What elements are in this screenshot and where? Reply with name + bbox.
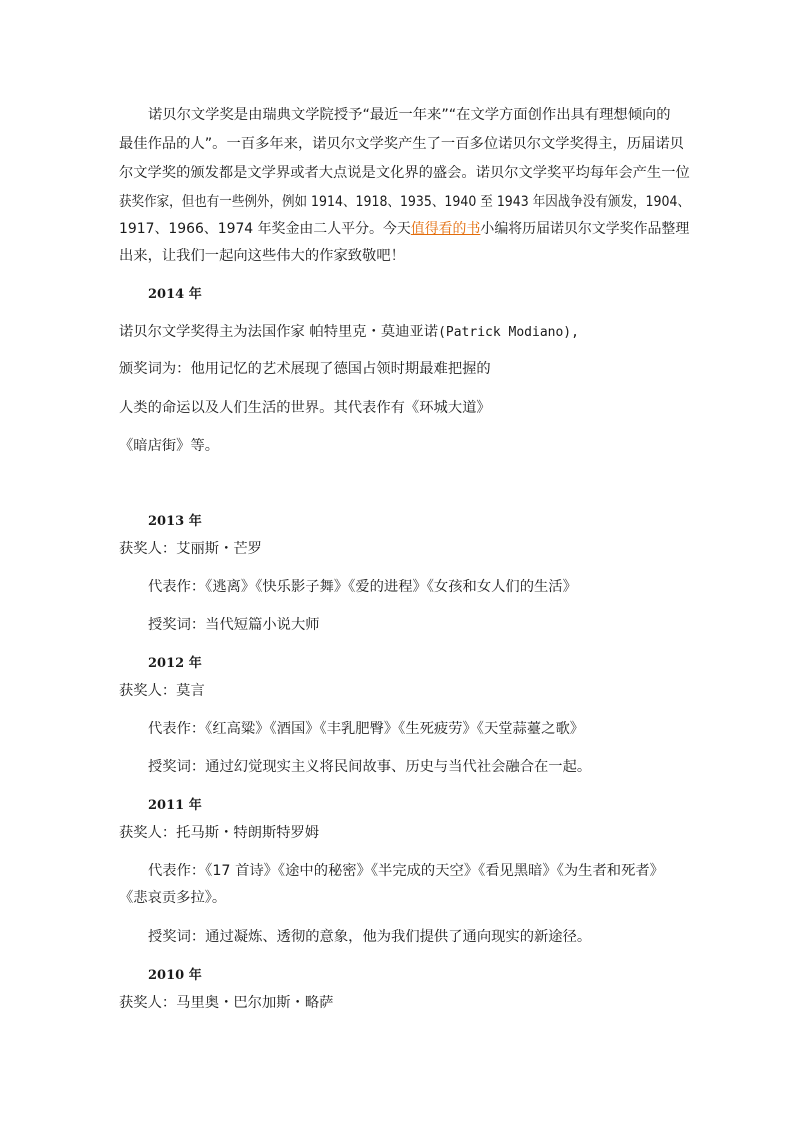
- citation-2014-line-3: 《暗店街》等。: [119, 438, 220, 454]
- winner-2011: 获奖人：托马斯・特朗斯特罗姆: [119, 825, 320, 841]
- year-heading-2011: 2011 年: [148, 798, 202, 813]
- year-heading-2014: 2014 年: [148, 287, 202, 302]
- winner-2012: 获奖人：莫言: [119, 683, 205, 699]
- works-2013: 代表作：《逃离》《快乐影子舞》《爱的进程》《女孩和女人们的生活》: [148, 579, 577, 595]
- intro-line-2: 最佳作品的人”。一百多年来，诺贝尔文学奖产生了一百多位诺贝尔文学奖得主，历届诺贝: [119, 136, 684, 152]
- winner-2013: 获奖人：艾丽斯・芒罗: [119, 541, 262, 557]
- works-2011-line-2: 《悲哀贡多拉》。: [119, 890, 227, 906]
- year-heading-2013: 2013 年: [148, 514, 202, 529]
- works-2012: 代表作：《红高粱》《酒国》《丰乳肥臀》《生死疲劳》《天堂蒜薹之歌》: [148, 721, 585, 737]
- intro-line-1: 诺贝尔文学奖是由瑞典文学院授予“最近一年来”“在文学方面创作出具有理想倾向的: [148, 107, 671, 123]
- year-heading-2012: 2012 年: [148, 656, 202, 671]
- winner-2014-latin: (Patrick Modiano),: [438, 325, 579, 340]
- recommended-books-link[interactable]: 值得看的书: [410, 221, 481, 237]
- intro-line-5-text: 1917、1966、1974 年奖金由二人平分。今天: [119, 221, 411, 237]
- intro-line-5-tail: 小编将历届诺贝尔文学奖作品整理: [480, 221, 690, 237]
- year-heading-2010: 2010 年: [148, 968, 202, 983]
- intro-line-5: [119, 219, 689, 239]
- winner-2010: 获奖人：马里奥・巴尔加斯・略萨: [119, 995, 334, 1011]
- citation-2014-line-2: 人类的命运以及人们生活的世界。其代表作有《环城大道》: [119, 400, 491, 416]
- citation-2011: 授奖词：通过凝炼、透彻的意象，他为我们提供了通向现实的新途径。: [148, 929, 592, 945]
- citation-2012: 授奖词：通过幻觉现实主义将民间故事、历史与当代社会融合在一起。: [148, 759, 592, 775]
- citation-2014-line-1: 颁奖词为：他用记忆的艺术展现了德国占领时期最难把握的: [119, 361, 491, 377]
- winner-2014-name: 诺贝尔文学奖得主为法国作家 帕特里克・莫迪亚诺: [119, 324, 439, 340]
- intro-line-6: 出来，让我们一起向这些伟大的作家致敬吧！: [119, 248, 405, 264]
- works-2011-line-1: 代表作：《17 首诗》《途中的秘密》《半完成的天空》《看见黑暗》《为生者和死者》: [148, 863, 664, 879]
- intro-line-3: 尔文学奖的颁发都是文学界或者大点说是文化界的盛会。诺贝尔文学奖平均每年会产生一位: [119, 165, 690, 181]
- winner-2014: [119, 322, 579, 343]
- citation-2013: 授奖词：当代短篇小说大师: [148, 617, 320, 633]
- intro-line-4: 获奖作家，但也有一些例外，例如 1914、1918、1935、1940 至 1943 年因战争没有颁发，1904、: [119, 194, 691, 210]
